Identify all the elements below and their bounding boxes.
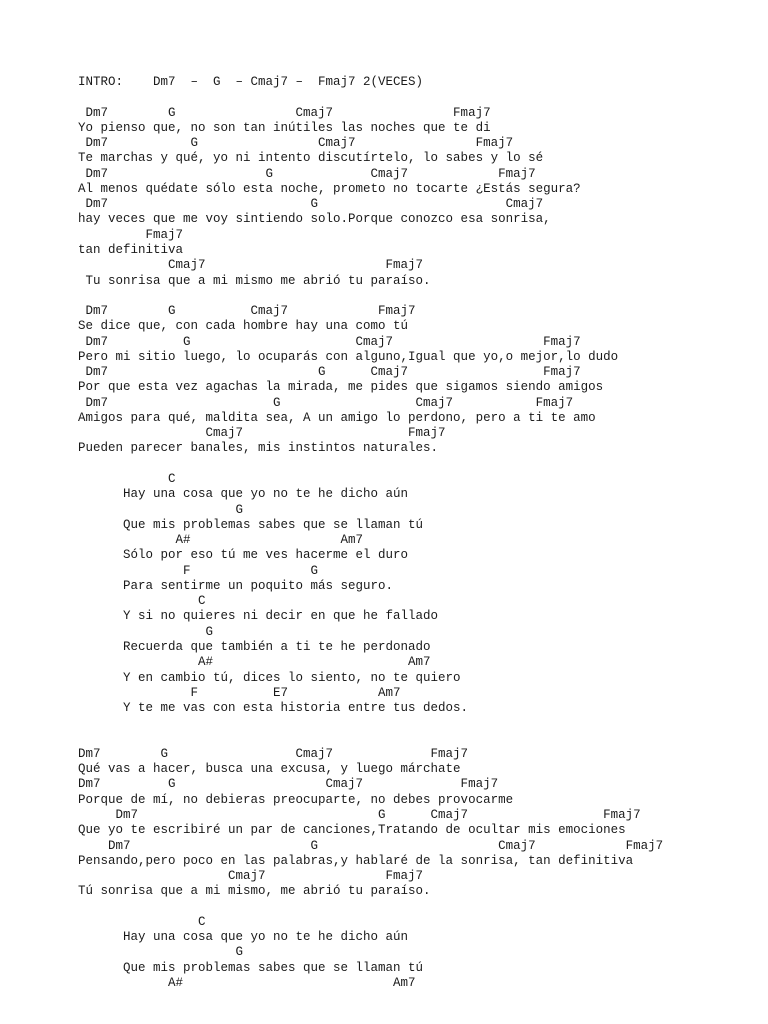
chord-line: A# Am7 [78,533,364,548]
lyric-line: Y en cambio tú, dices lo siento, no te quiero [78,670,461,685]
lyric-line: Tú sonrisa que a mi mismo, me abrió tu paraíso. [78,884,431,899]
chord-line: G [78,624,214,639]
chord-line: Dm7 G Cmaj7 Fmaj7 [78,777,499,792]
lyric-line: Tu sonrisa que a mi mismo me abrió tu paraíso. [78,273,431,288]
chord-line: C [78,914,206,929]
chord-line: Dm7 G Cmaj7 Fmaj7 [78,166,536,181]
chord-line: Dm7 G Cmaj7 Fmaj7 [78,746,469,761]
chord-line: Cmaj7 Fmaj7 [78,426,446,441]
lyric-line: Yo pienso que, no son tan inútiles las noches que te di [78,120,491,135]
chord-line: INTRO: Dm7 – G – Cmaj7 – Fmaj7 2(VECES) [78,75,424,89]
chord-line: Dm7 G Cmaj7 Fmaj7 [78,807,641,822]
chord-line: Dm7 G Cmaj7 Fmaj7 [78,395,574,410]
chord-line: A# Am7 [78,655,431,670]
lyric-line: Recuerda que también a ti te he perdonado [78,639,431,654]
chord-line: Dm7 G Cmaj7 [78,197,544,212]
lyric-line: Que yo te escribiré un par de canciones,Tratando de ocultar mis emociones [78,823,626,838]
lyric-line: Te marchas y qué, yo ni intento discutírtelo, lo sabes y lo sé [78,151,544,166]
lyric-line: Sólo por eso tú me ves hacerme el duro [78,548,409,563]
lyric-line: Se dice que, con cada hombre hay una como tú [78,319,409,334]
chord-line: Dm7 G Cmaj7 Fmaj7 [78,365,581,380]
chord-line: Dm7 G Cmaj7 Fmaj7 [78,105,491,120]
chord-line: Dm7 G Cmaj7 Fmaj7 [78,838,664,853]
chord-line: F E7 Am7 [78,685,401,700]
lyric-line: Amigos para qué, maldita sea, A un amigo lo perdono, pero a ti te amo [78,410,596,425]
chord-line: Fmaj7 [78,227,184,242]
chord-line: A# Am7 [78,975,416,990]
lyric-line: Que mis problemas sabes que se llaman tú [78,960,424,975]
chord-line: F G [78,563,319,578]
lyric-line: hay veces que me voy sintiendo solo.Porque conozco esa sonrisa, [78,212,551,227]
lyric-line: Pueden parecer banales, mis instintos naturales. [78,441,439,456]
lyric-line: Y si no quieres ni decir en que he fallado [78,609,439,624]
lyric-line: Hay una cosa que yo no te he dicho aún [78,487,409,502]
chord-line: Cmaj7 Fmaj7 [78,258,424,273]
chord-line: Dm7 G Cmaj7 Fmaj7 [78,136,514,151]
lyric-line: Porque de mí, no debieras preocuparte, no debes provocarme [78,792,514,807]
lyric-line: Que mis problemas sabes que se llaman tú [78,517,424,532]
lyric-line: Pero mi sitio luego, lo ocuparás con alguno,Igual que yo,o mejor,lo dudo [78,349,619,364]
lyric-line: Al menos quédate sólo esta noche, prometo no tocarte ¿Estás segura? [78,181,581,196]
chord-line: C [78,594,206,609]
chord-line: C [78,472,176,487]
chord-line: Dm7 G Cmaj7 Fmaj7 [78,334,581,349]
lyric-line: Hay una cosa que yo no te he dicho aún [78,930,409,945]
chord-line: G [78,502,244,517]
lyric-line: Y te me vas con esta historia entre tus dedos. [78,701,469,716]
chord-line: Dm7 G Cmaj7 Fmaj7 [78,304,416,319]
lyric-line: Por que esta vez agachas la mirada, me pides que sigamos siendo amigos [78,380,604,395]
lyric-line: Qué vas a hacer, busca una excusa, y luego márchate [78,762,461,777]
lyric-line: Para sentirme un poquito más seguro. [78,578,394,593]
lyric-line: tan definitiva [78,242,184,257]
lyric-line: Pensando,pero poco en las palabras,y hablaré de la sonrisa, tan definitiva [78,853,634,868]
chord-line: Cmaj7 Fmaj7 [78,869,424,884]
chord-line: G [78,945,244,960]
